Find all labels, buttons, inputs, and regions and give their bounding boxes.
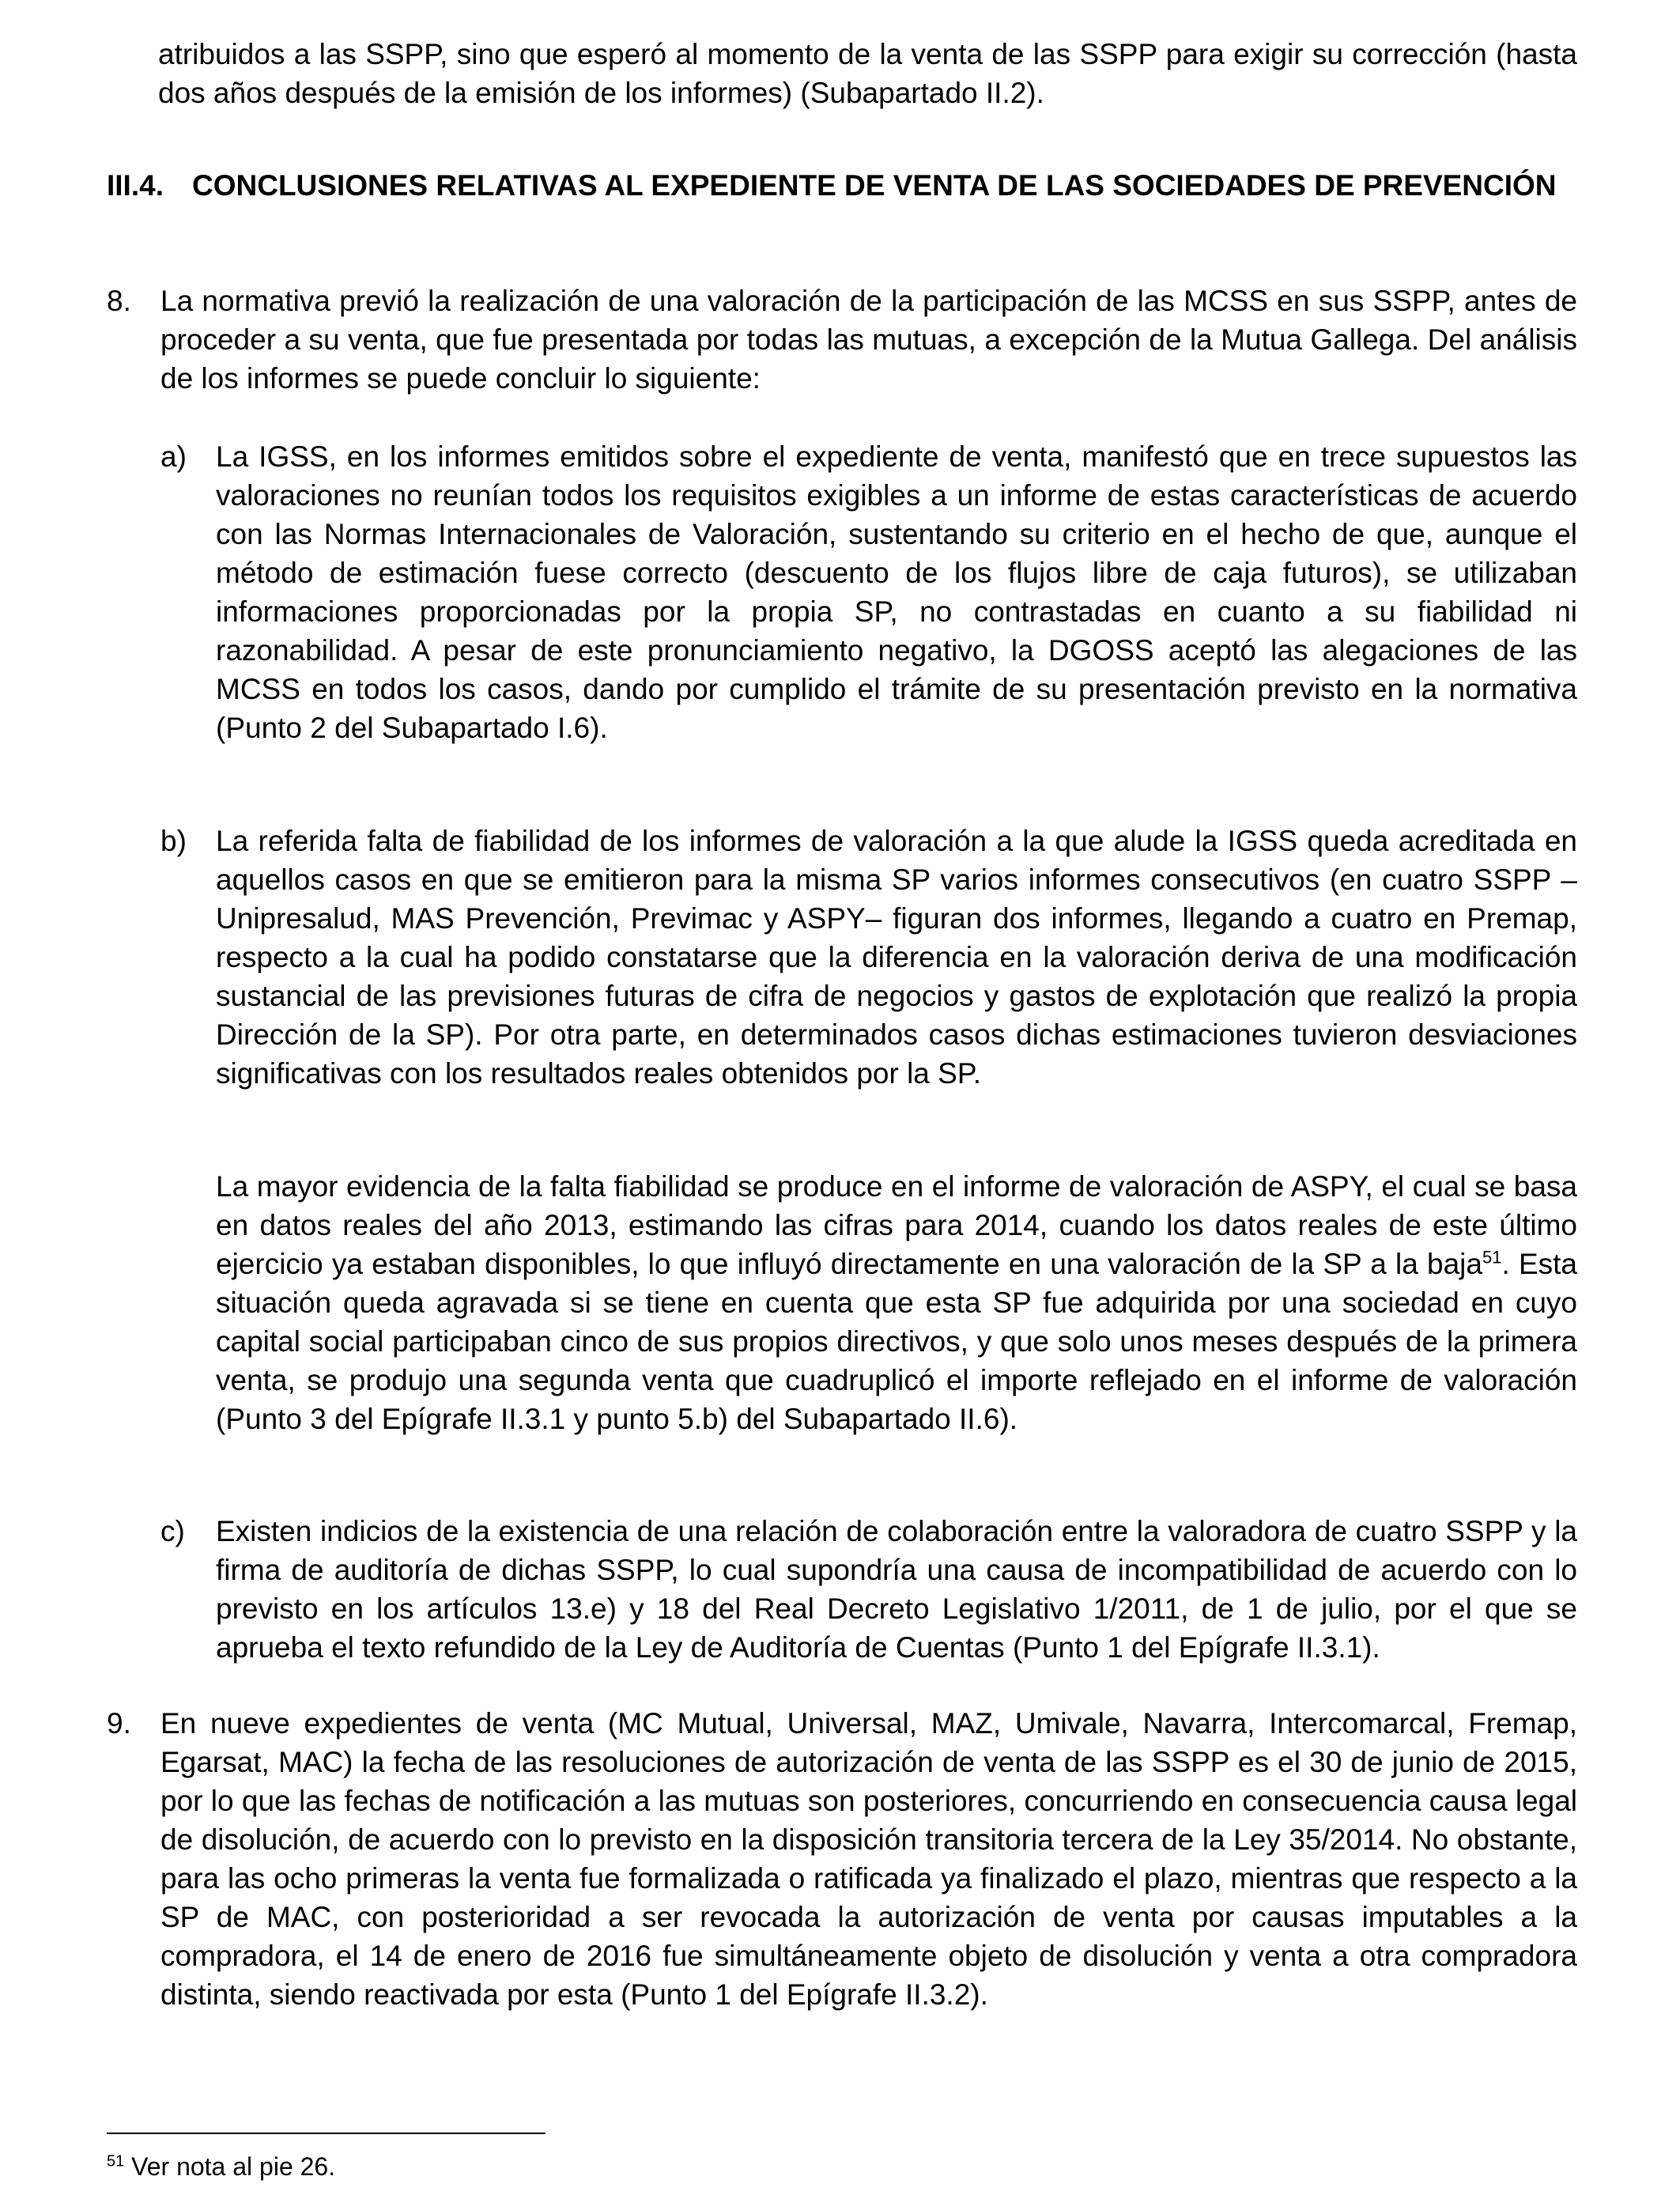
continuation-paragraph — [158, 35, 1577, 112]
item-text: Existen indicios de la existencia de una relación de colaboración entre la valoradora de cuatro SSPP y la firma de auditoría de dichas SSPP, lo cual supondría una causa de incompatibilidad de acuerdo con lo previsto en los artículos 13.e) y 18 del Real Decreto Legislativo 1/2011, de 1 de julio, por el que se aprueba el texto refundido de la Ley de Auditoría de Cuentas (Punto 1 del Epígrafe II.3.1). — [216, 1515, 1577, 1664]
section-title — [192, 166, 1577, 205]
footnote-number: 51 — [107, 2152, 125, 2170]
item-b — [216, 822, 1577, 1093]
item-text: La referida falta de fiabilidad de los informes de valoración a la que alude la IGSS queda acreditada en aquellos casos en que se emitieron para la misma SP varios informes consecutivos (en cuatro SSPP –Unipresalud, MAS Prevención, Previmac y ASPY– figuran dos informes, llegando a cuatro en Premap, respecto a la cual ha podido constatarse que la diferencia en la valoración deriva de una modificación sustancial de las previsiones futuras de cifra de negocios y gastos de explotación que realizó la propia Dirección de la SP). Por otra parte, en determinados casos dichas estimaciones tuvieron desviaciones significativas con los resultados reales obtenidos por la SP. — [216, 825, 1577, 1090]
item-text: La mayor evidencia de la falta fiabilidad se produce en el informe de valoración de ASPY, el cual se basa en datos reales del año 2013, estimando las cifras para 2014, cuando los datos reales de este último ejercicio ya estaban disponibles, lo que influyó directamente en una valoración de la SP a la baja$^{51}$. Esta situación queda agravada si se tiene en cuenta que esta SP fue adquirida por una sociedad en cuyo capital social participaban cinco de sus propios directivos, y que solo unos meses después de la primera venta, se produjo una segunda venta que cuadruplicó el importe reflejado en el informe de valoración (Punto 3 del Epígrafe II.3.1 y punto 5.b) del Subapartado II.6). — [216, 1170, 1577, 1435]
paragraph-text: La normativa previó la realización de una valoración de la participación de las MCSS en sus SSPP, antes de proceder a su venta, que fue presentada por todas las mutuas, a excepción de la Mutua Gallega. Del análisis de los informes se puede concluir lo siguiente: — [160, 285, 1577, 395]
section-title-text: CONCLUSIONES RELATIVAS AL EXPEDIENTE DE VENTA DE LAS SOCIEDADES DE PREVENCIÓN — [192, 169, 1557, 202]
paragraph-number-9: 9. — [107, 1707, 131, 1740]
item-a — [216, 437, 1577, 747]
item-b-continuation — [216, 1167, 1577, 1438]
section-number: III.4. — [107, 169, 164, 202]
footnote — [107, 2149, 335, 2184]
paragraph-number-8: 8. — [107, 285, 131, 317]
item-text: La IGSS, en los informes emitidos sobre el expediente de venta, manifestó que en trece supuestos las valoraciones no reunían todos los requisitos exigibles a un informe de estas características de acuerdo con las Normas Internacionales de Valoración, sustentando su criterio en el hecho de que, aunque el método de estimación fuese correcto (descuento de los flujos libre de caja futuros), se utilizaban informaciones proporcionadas por la propia SP, no contrastadas en cuanto a su fiabilidad ni razonabilidad. A pesar de este pronunciamiento negativo, la DGOSS aceptó las alegaciones de las MCSS en todos los casos, dando por cumplido el trámite de su presentación previsto en la normativa (Punto 2 del Subapartado I.6). — [216, 440, 1577, 744]
paragraph-text: En nueve expedientes de venta (MC Mutual, Universal, MAZ, Umivale, Navarra, Intercomarcal, Fremap, Egarsat, MAC) la fecha de las resoluciones de autorización de venta de las SSPP es el 30 de junio de 2015, por lo que las fechas de notificación a las mutuas son posteriores, concurriendo en consecuencia causa legal de disolución, de acuerdo con lo previsto en la disposición transitoria tercera de la Ley 35/2014. No obstante, para las ocho primeras la venta fue formalizada o ratificada ya finalizado el plazo, mientras que respecto a la SP de MAC, con posterioridad a ser revocada la autorización de venta por causas imputables a la compradora, el 14 de enero de 2016 fue simultáneamente objeto de disolución y venta a otra compradora distinta, siendo reactivada por esta (Punto 1 del Epígrafe II.3.2). — [160, 1707, 1577, 2011]
paragraph-text: atribuidos a las SSPP, sino que esperó al momento de la venta de las SSPP para exigir su corrección (hasta dos años después de la emisión de los informes) (Subapartado II.2). — [158, 38, 1577, 109]
item-label-c: c) — [160, 1515, 185, 1547]
item-label-a: a) — [160, 440, 187, 473]
footnote-ref[interactable]: 51 — [1482, 1247, 1502, 1268]
item-label-b: b) — [160, 825, 187, 857]
item-c — [216, 1512, 1577, 1667]
footnote-text: Ver nota al pie 26. — [124, 2152, 336, 2181]
paragraph-9 — [160, 1704, 1577, 2014]
footnote-separator — [107, 2133, 546, 2134]
paragraph-8 — [160, 281, 1577, 398]
